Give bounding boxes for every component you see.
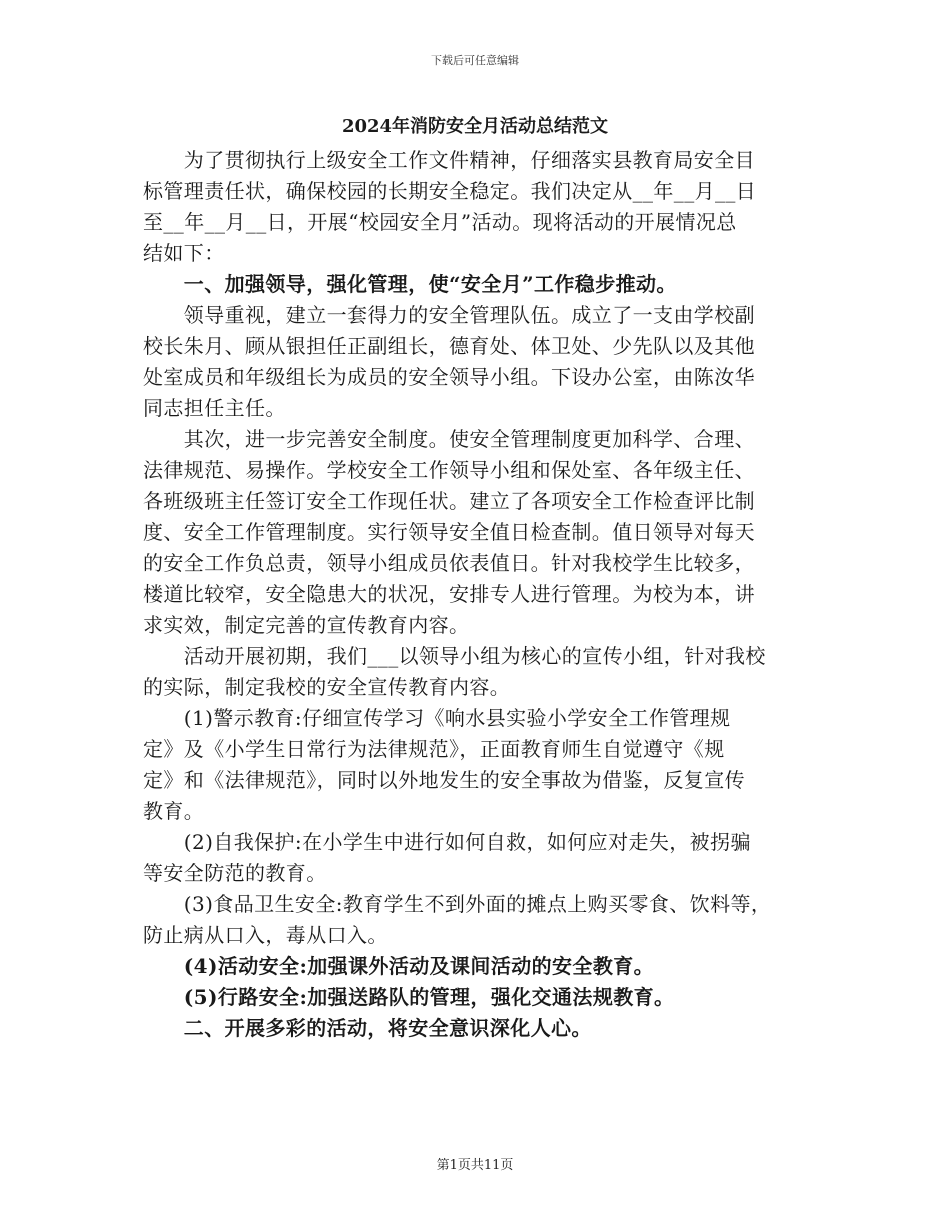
body-line: (2)自我保护:在小学生中进行如何自救，如何应对走失，被拐骗 <box>143 830 751 854</box>
body-line: 各班级班主任签订安全工作现任状。建立了各项安全工作检查评比制 <box>143 489 755 513</box>
section-heading: 一、加强领导，强化管理，使“安全月”工作稳步推动。 <box>143 272 677 296</box>
bold-list-item: (5)行路安全:加强送路队的管理，强化交通法规教育。 <box>143 985 675 1009</box>
section-heading: 二、开展多彩的活动，将安全意识深化人心。 <box>143 1016 592 1040</box>
body-line: 度、安全工作管理制度。实行领导安全值日检查制。值日领导对每天 <box>143 520 755 544</box>
body-line: (1)警示教育:仔细宣传学习《响水县实验小学安全工作管理规 <box>143 706 731 730</box>
body-line: 同志担任主任。 <box>143 396 286 420</box>
body-line: 楼道比较窄，安全隐患大的状况，安排专人进行管理。为校为本，讲 <box>143 582 755 606</box>
body-line: 等安全防范的教育。 <box>143 861 327 885</box>
body-line: 校长朱月、顾从银担任正副组长，德育处、体卫处、少先队以及其他 <box>143 334 755 358</box>
body-line: 防止病从口入，毒从口入。 <box>143 923 388 947</box>
body-line: (3)食品卫生安全:教育学生不到外面的摊点上购买零食、饮料等， <box>143 892 772 916</box>
body-line: 处室成员和年级组长为成员的安全领导小组。下设办公室，由陈汝华 <box>143 365 755 389</box>
body-line: 活动开展初期，我们___以领导小组为核心的宣传小组，针对我校 <box>143 644 766 668</box>
page-number: 第1页共11页 <box>436 1158 514 1173</box>
document-title: 2024年消防安全月活动总结范文 <box>341 116 609 137</box>
body-line: 法律规范、易操作。学校安全工作领导小组和保处室、各年级主任、 <box>143 458 755 482</box>
body-line: 定》和《法律规范》，同时以外地发生的安全事故为借鉴，反复宣传 <box>143 768 745 792</box>
body-line: 至__年__月__日，开展“校园安全月”活动。现将活动的开展情况总 <box>143 210 737 234</box>
body-line: 领导重视，建立一套得力的安全管理队伍。成立了一支由学校副 <box>143 303 755 327</box>
bold-list-item: (4)活动安全:加强课外活动及课间活动的安全教育。 <box>143 954 655 978</box>
body-line: 标管理责任状，确保校园的长期安全稳定。我们决定从__年__月__日 <box>143 179 757 203</box>
body-line: 的安全工作负总责，领导小组成员依表值日。针对我校学生比较多， <box>143 551 755 575</box>
page-header-note: 下载后可任意编辑 <box>431 54 519 67</box>
document-body <box>143 145 823 1044</box>
body-line: 求实效，制定完善的宣传教育内容。 <box>143 613 470 637</box>
body-line: 的实际，制定我校的安全宣传教育内容。 <box>143 675 511 699</box>
body-line: 其次，进一步完善安全制度。使安全管理制度更加科学、合理、 <box>143 427 755 451</box>
body-line: 结如下： <box>143 241 225 265</box>
body-line: 定》及《小学生日常行为法律规范》，正面教育师生自觉遵守《规 <box>143 737 725 761</box>
body-line: 教育。 <box>143 799 205 823</box>
body-line: 为了贯彻执行上级安全工作文件精神，仔细落实县教育局安全目 <box>143 148 755 172</box>
